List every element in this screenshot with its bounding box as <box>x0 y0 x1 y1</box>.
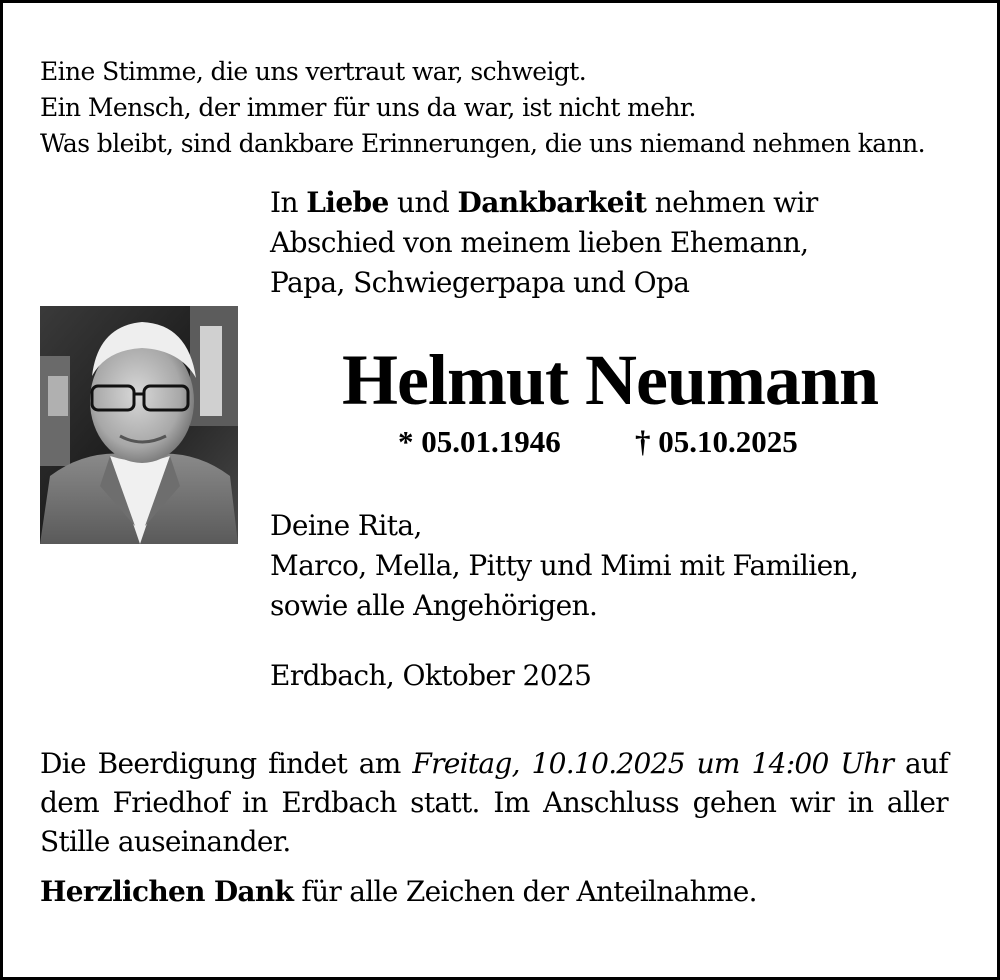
intro-mid: und <box>388 186 458 219</box>
thanks-line <box>40 872 757 912</box>
intro-gratitude: Dankbarkeit <box>457 186 647 219</box>
thanks-bold: Herzlichen Dank <box>40 875 294 908</box>
intro-line-3: Papa, Schwiegerpapa und Opa <box>270 266 690 299</box>
funeral-info <box>40 744 948 861</box>
poem-line-2: Ein Mensch, der immer für uns da war, ist nicht mehr. <box>40 93 696 122</box>
intro-line-2: Abschied von meinem lieben Ehemann, <box>270 226 809 259</box>
intro-line-1 <box>270 183 818 223</box>
thanks-rest: für alle Zeichen der Anteilnahme. <box>293 875 757 908</box>
deceased-name: Helmut Neumann <box>341 340 879 420</box>
family-signature <box>270 506 858 626</box>
funeral-intro: Die Beerdigung findet am <box>40 747 413 780</box>
portrait-illustration <box>40 306 238 544</box>
place-and-date: Erdbach, Oktober 2025 <box>270 659 592 692</box>
family-line-1: Deine Rita, <box>270 509 422 542</box>
death-date: † 05.10.2025 <box>635 424 798 459</box>
birth-date: * 05.01.1946 <box>398 424 561 459</box>
intro-prefix: In <box>270 186 307 219</box>
intro-love: Liebe <box>306 186 389 219</box>
intro-text <box>270 183 818 303</box>
funeral-datetime: Freitag, 10.10.2025 um 14:00 Uhr <box>412 747 894 780</box>
intro-suffix: nehmen wir <box>646 186 818 219</box>
poem-line-1: Eine Stimme, die uns vertraut war, schweigt. <box>40 57 587 86</box>
family-line-3: sowie alle Angehörigen. <box>270 589 598 622</box>
family-line-2: Marco, Mella, Pitty und Mimi mit Familien, <box>270 549 859 582</box>
poem-line-3: Was bleibt, sind dankbare Erinnerungen, die uns niemand nehmen kann. <box>40 129 925 158</box>
portrait-photo <box>40 306 238 544</box>
funeral-details: auf dem Friedhof in Erdbach statt. Im Anschluss gehen wir in aller Stille auseinander. <box>40 747 948 858</box>
poem <box>40 54 925 162</box>
